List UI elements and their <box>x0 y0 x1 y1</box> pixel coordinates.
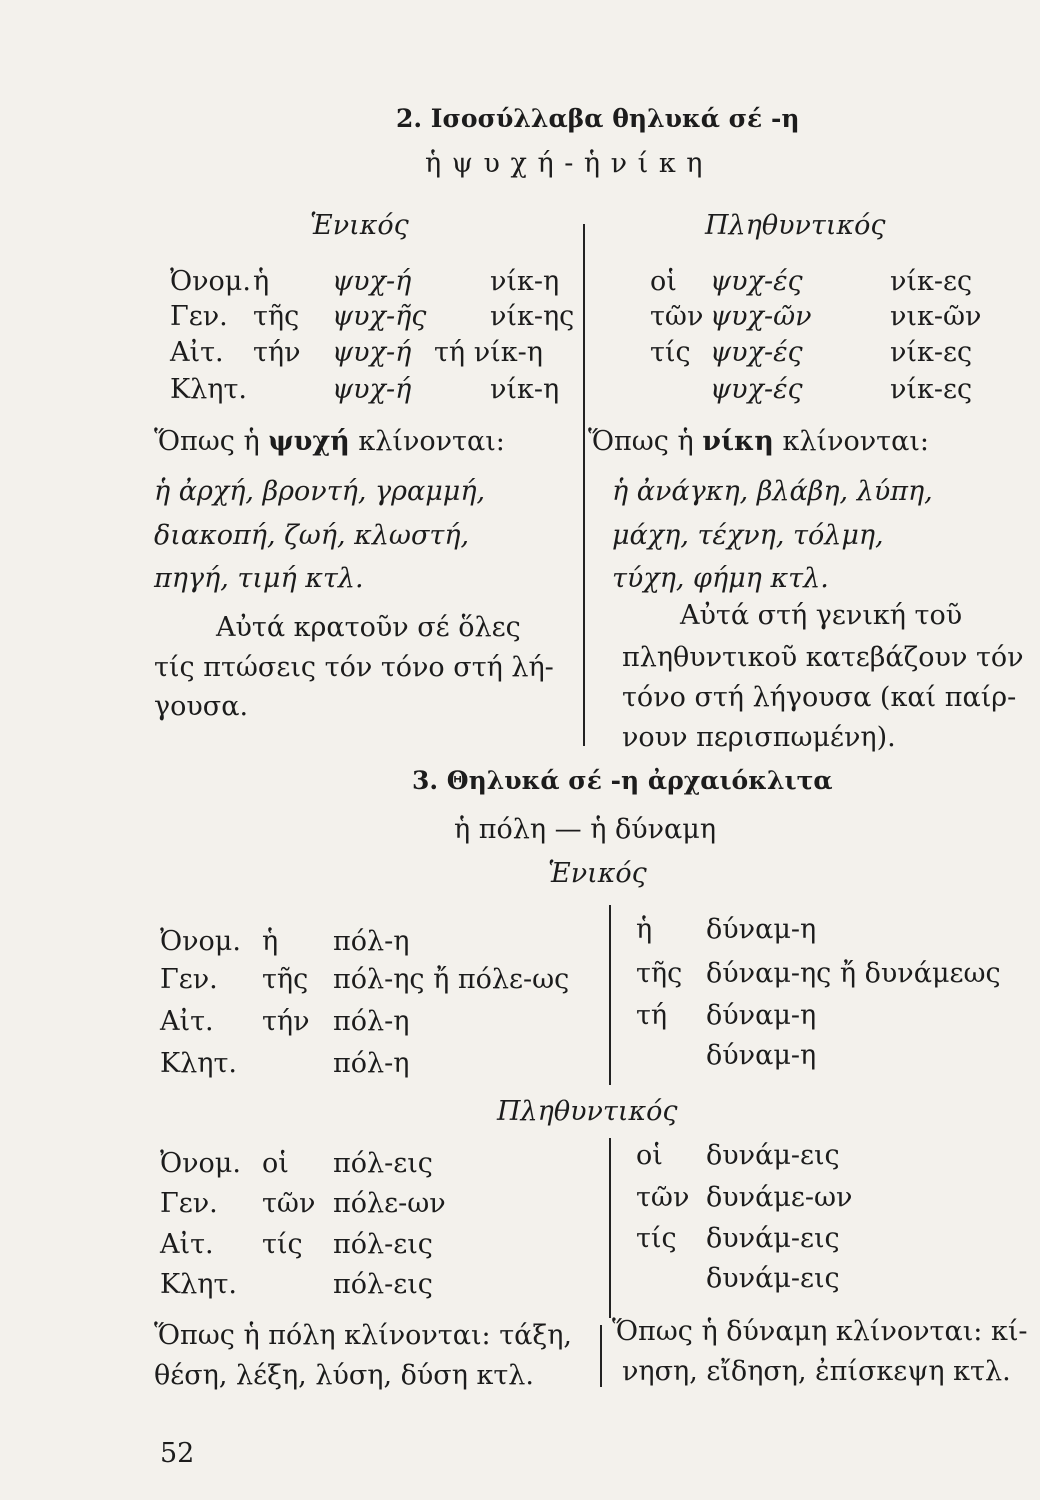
word-form: πόλ-η <box>333 1048 410 1079</box>
word-form: ψυχ-ή <box>332 337 412 368</box>
case-label: Κλητ. <box>160 1048 237 1079</box>
word-form: πόλ-εις <box>333 1148 433 1179</box>
word-form: νίκ-ες <box>890 374 973 405</box>
note-right: Αὐτά στή γενική τοῦ <box>680 600 963 631</box>
declension-rule-left: Ὅπως ἡ ψυχή κλίνονται: <box>154 426 505 457</box>
article: τῆς <box>636 958 683 989</box>
case-label: Γεν. <box>160 1188 218 1219</box>
word-form: πόλ-ης ἤ πόλε-ως <box>333 964 570 995</box>
word-form: νίκ-ης <box>490 301 575 332</box>
article: τῶν <box>636 1182 690 1213</box>
note-left: Αὐτά κρατοῦν σέ ὅλες <box>216 612 521 643</box>
note-right: πληθυντικοῦ κατεβάζουν τόν <box>622 642 1024 673</box>
article: οἱ <box>636 1140 663 1171</box>
declension-rule-left: θέση, λέξη, λύση, δύση κτλ. <box>154 1360 534 1391</box>
article: τίς <box>650 337 691 368</box>
note-right: νουν περισπωμένη). <box>622 722 896 753</box>
word-form: ψυχ-ῆς <box>332 301 427 332</box>
word-form: δυνάμ-εις <box>706 1263 840 1294</box>
word-form: πόλ-εις <box>333 1269 433 1300</box>
word-form: ψυχ-ῶν <box>710 301 812 332</box>
article: ἡ <box>253 266 270 297</box>
word-form: πόλ-εις <box>333 1229 433 1260</box>
singular-label: Ἑνικός <box>548 858 647 889</box>
article: τήν <box>253 337 301 368</box>
word-form: τή νίκ-η <box>434 337 543 368</box>
singular-label: Ἑνικός <box>310 210 409 241</box>
declension-rule-right: Ὅπως ἡ νίκη κλίνονται: <box>588 426 930 457</box>
example-list-right: τύχη, φήμη κτλ. <box>612 563 829 594</box>
word-form: ψυχ-ή <box>332 374 412 405</box>
case-label: Γεν. <box>160 964 218 995</box>
note-left: γουσα. <box>154 691 249 722</box>
article: τῆς <box>262 964 309 995</box>
word-form: δυνάμε-ων <box>706 1182 853 1213</box>
example-list-left: ἡ ἀρχή, βροντή, γραμμή, <box>154 476 486 507</box>
section-2-subtitle: ἡ ψ υ χ ή - ἡ ν ί κ η <box>425 148 704 179</box>
note-left: τίς πτώσεις τόν τόνο στή λή- <box>154 652 554 683</box>
word-form: νίκ-η <box>490 266 560 297</box>
case-label: Ὀνομ. <box>170 266 251 297</box>
word-form: δύναμ-ης ἤ δυνάμεως <box>706 958 1001 989</box>
article: τήν <box>262 1006 310 1037</box>
case-label: Αἰτ. <box>170 337 224 368</box>
article: τή <box>636 1000 668 1031</box>
case-label: Κλητ. <box>160 1269 237 1300</box>
word-form: δυνάμ-εις <box>706 1223 840 1254</box>
declension-rule-left: Ὅπως ἡ πόλη κλίνονται: τάξη, <box>154 1320 573 1351</box>
column-divider <box>609 905 611 1085</box>
word-form: ψυχ-ές <box>710 374 803 405</box>
case-label: Κλητ. <box>170 374 247 405</box>
column-divider <box>600 1325 602 1387</box>
article: τῶν <box>262 1188 316 1219</box>
section-3-subtitle: ἡ πόλη — ἡ δύναμη <box>454 814 717 845</box>
article: οἱ <box>262 1148 289 1179</box>
case-label: Γεν. <box>170 301 228 332</box>
column-divider <box>583 224 585 746</box>
word-form: ψυχ-ή <box>332 266 412 297</box>
example-list-left: διακοπή, ζωή, κλωστή, <box>154 520 470 551</box>
word-form: πόλ-η <box>333 926 410 957</box>
word-form: δυνάμ-εις <box>706 1140 840 1171</box>
plural-label: Πληθυντικός <box>705 210 886 241</box>
word-form: νίκ-η <box>490 374 560 405</box>
word-form: δύναμ-η <box>706 914 817 945</box>
word-form: δύναμ-η <box>706 1040 817 1071</box>
case-label: Αἰτ. <box>160 1229 214 1260</box>
section-2-heading: 2. Ισοσύλλαβα θηλυκά σέ -η <box>396 104 800 133</box>
word-form: ψυχ-ές <box>710 337 803 368</box>
article: τῆς <box>253 301 300 332</box>
word-form: ψυχ-ές <box>710 266 803 297</box>
word-form: νικ-ῶν <box>890 301 982 332</box>
article: οἱ <box>650 266 677 297</box>
word-form: νίκ-ες <box>890 266 973 297</box>
example-list-left: πηγή, τιμή κτλ. <box>154 563 364 594</box>
word-form: δύναμ-η <box>706 1000 817 1031</box>
declension-rule-right: Ὅπως ἡ δύναμη κλίνονται: κί- <box>612 1316 1028 1347</box>
article: τίς <box>262 1229 303 1260</box>
example-list-right: ἡ ἀνάγκη, βλάβη, λύπη, <box>612 476 933 507</box>
case-label: Ὀνομ. <box>160 926 241 957</box>
word-form: νίκ-ες <box>890 337 973 368</box>
article: τῶν <box>650 301 704 332</box>
column-divider <box>609 1138 611 1318</box>
word-form: πόλε-ων <box>333 1188 446 1219</box>
word-form: πόλ-η <box>333 1006 410 1037</box>
case-label: Ὀνομ. <box>160 1148 241 1179</box>
declension-rule-right: νηση, εἴδηση, ἐπίσκεψη κτλ. <box>622 1356 1011 1387</box>
example-list-right: μάχη, τέχνη, τόλμη, <box>612 520 884 551</box>
note-right: τόνο στή λήγουσα (καί παίρ- <box>622 682 1017 713</box>
plural-label: Πληθυντικός <box>497 1096 678 1127</box>
case-label: Αἰτ. <box>160 1006 214 1037</box>
article: ἡ <box>636 914 653 945</box>
section-3-heading: 3. Θηλυκά σέ -η ἀρχαιόκλιτα <box>412 766 833 795</box>
article: τίς <box>636 1223 677 1254</box>
article: ἡ <box>262 926 279 957</box>
page-number: 52 <box>160 1438 195 1469</box>
